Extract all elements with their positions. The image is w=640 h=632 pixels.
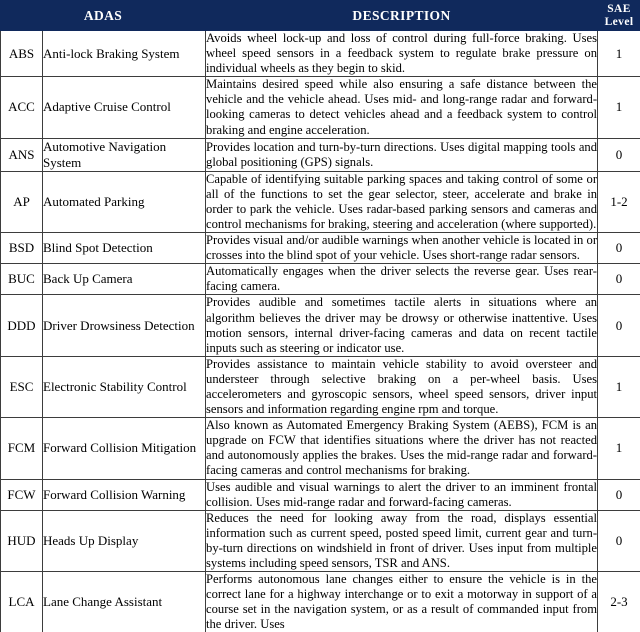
column-header-description: DESCRIPTION [206, 1, 598, 31]
cell-abbreviation: ESC [1, 356, 43, 417]
table-row [1, 264, 640, 295]
cell-description: Capable of identifying suitable parking spaces and taking control of some or all of the functions to set the gear selector, steer, accelerate and brake in order to park the vehicle. Uses radar-based parking sensors and cameras and control mechanisms for braking, steering and acceleration (where supported). [206, 171, 598, 232]
table-row [1, 138, 640, 171]
table-row [1, 572, 640, 632]
cell-sae-level: 0 [598, 233, 640, 264]
cell-system-name: Anti-lock Braking System [43, 31, 206, 77]
cell-sae-level: 0 [598, 479, 640, 510]
cell-abbreviation: ANS [1, 138, 43, 171]
cell-sae-level: 0 [598, 510, 640, 571]
cell-abbreviation: BUC [1, 264, 43, 295]
cell-description: Reduces the need for looking away from the road, displays essential information such as current speed, posted speed limit, current gear and turn-by-turn directions on windshield in front of driver. Uses input from multiple systems including speed sensors, TSR and ANS. [206, 510, 598, 571]
cell-sae-level: 2-3 [598, 572, 640, 632]
cell-system-name: Back Up Camera [43, 264, 206, 295]
cell-description: Provides audible and sometimes tactile alerts in situations where an algorithm believes the driver may be drowsy or otherwise inattentive. Uses motion sensors, internal driver-facing cameras and data on recent tactile inputs such as steering or indicator use. [206, 295, 598, 356]
cell-system-name: Forward Collision Warning [43, 479, 206, 510]
cell-abbreviation: BSD [1, 233, 43, 264]
cell-abbreviation: AP [1, 171, 43, 232]
cell-sae-level: 1 [598, 356, 640, 417]
cell-sae-level: 0 [598, 264, 640, 295]
cell-system-name: Automated Parking [43, 171, 206, 232]
cell-system-name: Driver Drowsiness Detection [43, 295, 206, 356]
cell-system-name: Electronic Stability Control [43, 356, 206, 417]
cell-sae-level: 1 [598, 77, 640, 138]
cell-description: Avoids wheel lock-up and loss of control during full-force braking. Uses wheel speed sensors in a feedback system to regulate brake pressure on individual wheels as they begin to skid. [206, 31, 598, 77]
table-row [1, 356, 640, 417]
table-row [1, 295, 640, 356]
cell-system-name: Automotive Navigation System [43, 138, 206, 171]
cell-abbreviation: DDD [1, 295, 43, 356]
cell-abbreviation: LCA [1, 572, 43, 632]
cell-description: Provides assistance to maintain vehicle stability to avoid oversteer and understeer through selective braking on a per-wheel basis. Uses accelerometers and gyroscopic sensors, wheel speed sensors, driver input sensors and information regarding engine rpm and torque. [206, 356, 598, 417]
cell-description: Also known as Automated Emergency Braking System (AEBS), FCM is an upgrade on FCW that identifies situations where the driver has not reacted and autonomously applies the brakes. Uses the mid-range radar and forward-facing cameras and control mechanisms for braking. [206, 418, 598, 479]
header-row [1, 1, 640, 31]
sae-header-line-2: Level [598, 16, 640, 29]
cell-description: Provides location and turn-by-turn directions. Uses digital mapping tools and global positioning (GPS) signals. [206, 138, 598, 171]
table-row [1, 479, 640, 510]
cell-description: Performs autonomous lane changes either to ensure the vehicle is in the correct lane for a highway interchange or to exit a motorway in support of a course set in the navigation system, or as a result of commanded input from the driver. Uses [206, 572, 598, 632]
cell-sae-level: 1 [598, 418, 640, 479]
column-header-adas: ADAS [1, 1, 206, 31]
table-header [1, 1, 640, 31]
table-row [1, 171, 640, 232]
cell-sae-level: 1-2 [598, 171, 640, 232]
table-body [1, 31, 640, 632]
cell-system-name: Heads Up Display [43, 510, 206, 571]
column-header-sae-level [598, 1, 640, 31]
cell-abbreviation: HUD [1, 510, 43, 571]
cell-sae-level: 0 [598, 295, 640, 356]
cell-abbreviation: FCM [1, 418, 43, 479]
cell-description: Automatically engages when the driver selects the reverse gear. Uses rear-facing camera. [206, 264, 598, 295]
sae-header-line-1: SAE [598, 3, 640, 16]
cell-description: Maintains desired speed while also ensuring a safe distance between the vehicle and the vehicle ahead. Uses mid- and long-range radar and forward-looking cameras to detect vehicles ahead and a feedback system to control braking and engine acceleration. [206, 77, 598, 138]
cell-system-name: Forward Collision Mitigation [43, 418, 206, 479]
cell-sae-level: 0 [598, 138, 640, 171]
cell-abbreviation: FCW [1, 479, 43, 510]
cell-abbreviation: ACC [1, 77, 43, 138]
table-row [1, 418, 640, 479]
table-row [1, 77, 640, 138]
cell-system-name: Adaptive Cruise Control [43, 77, 206, 138]
table-row [1, 510, 640, 571]
cell-system-name: Lane Change Assistant [43, 572, 206, 632]
table-row [1, 31, 640, 77]
cell-abbreviation: ABS [1, 31, 43, 77]
cell-sae-level: 1 [598, 31, 640, 77]
table-row [1, 233, 640, 264]
cell-description: Provides visual and/or audible warnings when another vehicle is located in or crosses into the blind spot of your vehicle. Uses short-range radar sensors. [206, 233, 598, 264]
cell-system-name: Blind Spot Detection [43, 233, 206, 264]
cell-description: Uses audible and visual warnings to alert the driver to an imminent frontal collision. Uses mid-range radar and forward-facing cameras. [206, 479, 598, 510]
